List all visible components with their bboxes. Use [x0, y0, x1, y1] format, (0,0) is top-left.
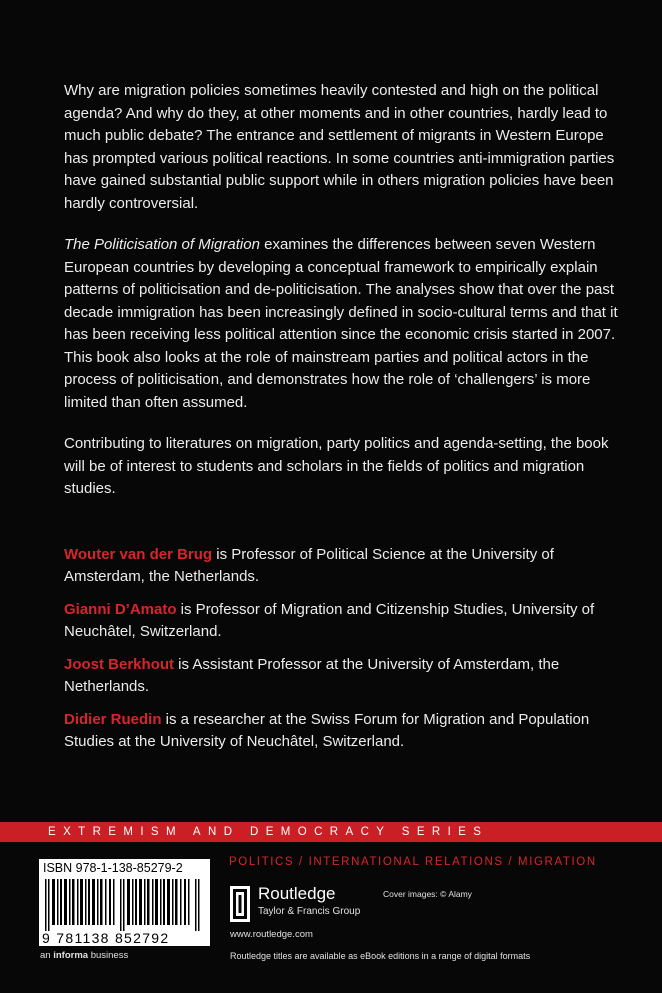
author-description: is Assistant Professor at the University of Amsterdam, the Netherlands. [64, 656, 560, 695]
barcode-bars-icon [45, 879, 205, 931]
publisher-group: Taylor & Francis Group [258, 906, 361, 917]
cover-credit: Cover images: © Alamy [383, 889, 472, 899]
publisher-name: Routledge [258, 884, 336, 903]
series-title: EXTREMISM AND DEMOCRACY SERIES [48, 826, 489, 838]
ebook-note: Routledge titles are available as eBook editions in a range of digital formats [230, 951, 531, 961]
author-bios [64, 544, 630, 764]
author-description: is Professor of Political Science at the University of Amsterdam, the Netherlands. [64, 546, 554, 585]
author-name: Gianni D’Amato [64, 601, 177, 618]
author-description: is a researcher at the Swiss Forum for Migration and Population Studies at the University of Neuchâtel, Switzerland. [64, 711, 590, 750]
isbn-barcode [39, 859, 210, 946]
isbn-label: ISBN 978-1-138-85279-2 [43, 861, 183, 875]
blurb-paragraph-3: Contributing to literatures on migration, party politics and agenda-setting, the book will be of interest to students and scholars in the fields of politics and migration studies. [64, 435, 609, 497]
blurb-paragraph-1: Why are migration policies sometimes heavily contested and high on the political agenda? And why do they, at other moments and in other countries, hardly lead to much public debate? The entrance and settlement of migrants in Western Europe has prompted various political reactions. In some countries anti-immigration parties have gained substantial public support while in others migration policies have been hardly controversial. [64, 82, 615, 212]
author-bio [64, 709, 630, 753]
subject-categories: POLITICS / INTERNATIONAL RELATIONS / MIGRATION [229, 856, 597, 868]
publisher-website[interactable]: www.routledge.com [230, 929, 313, 940]
author-bio [64, 654, 630, 698]
back-cover-blurb [64, 80, 630, 520]
informa-tagline [40, 950, 128, 961]
blurb-paragraph-2 [64, 234, 630, 414]
author-bio [64, 544, 630, 588]
author-name: Joost Berkhout [64, 656, 175, 673]
routledge-logo-icon [230, 886, 250, 922]
author-name: Wouter van der Brug [64, 546, 213, 563]
series-band [0, 822, 662, 842]
barcode-digits: 9 781138 852792 [42, 930, 170, 946]
informa-brand: informa [53, 950, 89, 961]
informa-prefix: an [40, 950, 54, 961]
author-description: is Professor of Migration and Citizenship Studies, University of Neuchâtel, Switzerland. [64, 601, 595, 640]
author-name: Didier Ruedin [64, 711, 162, 728]
informa-suffix: business [88, 950, 129, 961]
blurb-paragraph-2-text: examines the differences between seven Western European countries by developing a conceptual framework to empirically explain patterns of politicisation and de-politicisation. The analyses show that over the past decade immigration has been increasingly defined in socio-cultural terms and that it has been receiving less political attention since the economic crisis started in 2007. This book also looks at the role of mainstream parties and political actors in the process of politicisation, and demonstrates how the role of ‘challengers’ is more limited than often assumed. [64, 236, 618, 411]
author-bio [64, 599, 630, 643]
book-title: The Politicisation of Migration [64, 236, 260, 253]
